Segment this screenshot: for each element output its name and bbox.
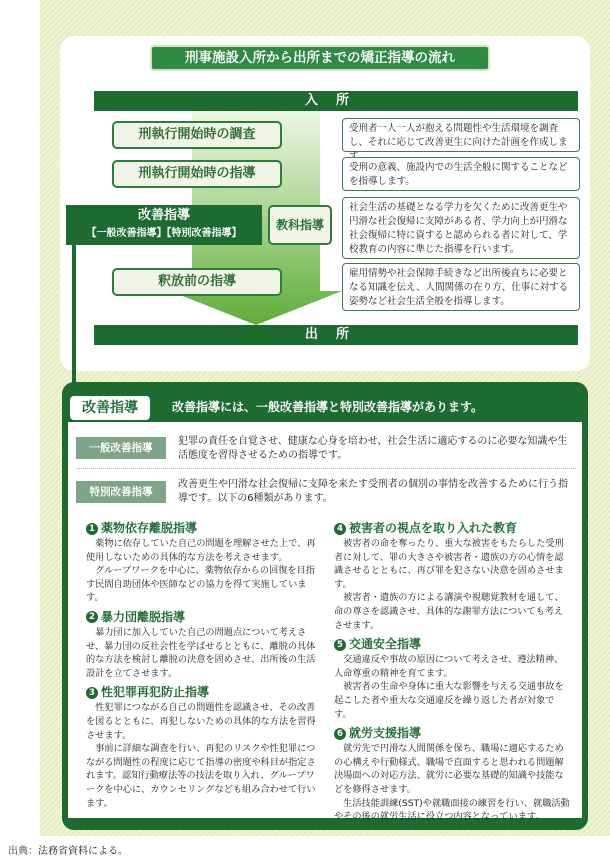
stage-initial-survey: 刑執行開始時の調査	[112, 121, 282, 149]
stage-initial-survey-desc: 受刑者一人一人が抱える問題性や生活環境を調査し、それに応じて改善更生に向けた計画を作成しま	[342, 118, 580, 152]
stage-initial-guidance-desc: 受刑の意義、施設内での生活全般に関することなどを指導します。	[342, 157, 580, 191]
program-drug	[86, 520, 318, 605]
stage-pre-release: 釈放前の指導	[112, 268, 282, 296]
general-guidance-tag: 一般改善指導	[76, 437, 166, 459]
kaizen-section-heading: 改善指導には、一般改善指導と特別改善指導があります。	[172, 400, 484, 414]
special-guidance-desc: 改善更生や円滑な社会復帰に支障を来たす受刑者の個別の事情を改善するために行う指導です。以下の6種類があります。	[178, 479, 568, 504]
banner-release: 出所	[94, 325, 578, 345]
number-badge-icon: 3	[86, 687, 98, 699]
diagram-title: 刑事施設入所から出所までの矯正指導の流れ	[150, 45, 490, 71]
number-badge-icon: 1	[86, 523, 98, 535]
program-title: 被害者の視点を取り入れた教育	[349, 521, 518, 535]
program-gang	[86, 609, 318, 680]
general-guidance-desc: 犯罪の責任を自覚させ、健康な心身を培わせ、社会生活に適応するのに必要な知識や生活態度を習得させるための指導です。	[178, 436, 568, 461]
number-badge-icon: 2	[86, 611, 98, 623]
number-badge-icon: 6	[334, 728, 346, 740]
stage-pre-release-desc: 雇用情勢や社会保障手続きなど出所後直ちに必要となる知識を伝え、人間関係の在り方、仕事に対する姿勢など社会生活全般を指導します。	[342, 263, 580, 311]
banner-admission: 入所	[94, 91, 578, 111]
section-divider	[76, 468, 576, 469]
number-badge-icon: 4	[334, 523, 346, 535]
program-text: 就労先で円滑な人間関係を保ち、職場に適応するための心構えや行動様式、職場で直面すると思われる問題解決場面への対応方法、就労に必要な基礎的知識や技能などを修得させます。 生活技能訓練(SST)や就職面接の練習を行い、就職活動やその後の就労生活に役立つ内容となっています。	[334, 743, 570, 823]
program-title: 薬物依存離脱指導	[101, 521, 198, 535]
kaizen-guidance-label: 改善指導	[137, 208, 190, 223]
program-title: 交通安全指導	[349, 637, 422, 652]
program-text: 被害者の命を奪ったり、重大な被害をもたらした受刑者に対して、罪の大きさや被害者・遺族の方の心情を認識させるとともに、再び罪を犯さない決意を固めさせます。 被害者・遺族の方による講演や視聴覚教材を通して、命の尊さを認識させ、具体的な謝罪方法についても考えさせます。	[334, 538, 564, 631]
education-guidance-box: 教科指導	[268, 205, 332, 245]
program-column-right	[334, 520, 572, 828]
program-column-left	[86, 520, 318, 814]
number-badge-icon: 5	[334, 639, 346, 651]
program-text: 暴力団に加入していた自己の問題点について考えさせ、暴力団の反社会性を学ばせるとともに、離脱の具体的な方法を検討し離脱の決意を固めさせ、出所後の生活設計を立てさせます。	[86, 626, 316, 679]
kaizen-section-tag: 改善指導	[70, 396, 150, 420]
program-employment	[334, 725, 572, 824]
kaizen-guidance-sub: 【一般改善指導】【特別改善指導】	[86, 228, 242, 239]
program-title: 暴力団離脱指導	[101, 609, 186, 624]
program-sex-offense	[86, 684, 318, 810]
program-text: 薬物に依存していた自己の問題を理解させた上で、再使用しないための具体的な方法を考えさせます。 グループワークを中心に、薬物依存からの回復を目指す民間自助団体や医師などの協力を得て実施しています。	[86, 538, 316, 604]
program-title: 就労支援指導	[349, 726, 422, 741]
program-traffic-safety	[334, 636, 572, 721]
kaizen-guidance-box	[66, 205, 262, 245]
program-text: 性犯罪につながる自己の問題性を認識させ、その改善を図るとともに、再犯しないための具体的な方法を習得させます。 事前に詳細な調査を行い、再犯のリスクや性犯罪につながる問題性の程度に応じて指導の密度や科目が指定されます。認知行動療法等の技法を取り入れ、グループワークを中心に、カウンセリングなども組み合わせて行います。	[86, 702, 316, 809]
special-guidance-tag: 特別改善指導	[76, 481, 166, 503]
program-victim-perspective	[334, 520, 572, 632]
program-text: 交通違反や事故の原因について考えさせ、遵法精神、人命尊重の精神を育てます。 被害者の生命や身体に重大な影響を与える交通事故を起こした者や重大な交通違反を繰り返した者が対象です。	[334, 654, 564, 720]
program-title: 性犯罪再犯防止指導	[101, 685, 210, 700]
education-guidance-desc: 社会生活の基礎となる学力を欠くために改善更生や円滑な社会復帰に支障がある者、学力向上が円滑な社会復帰に特に資すると認められる者に対して、学校教育の内容に準じた指導を行います。	[342, 197, 580, 259]
connector-line	[72, 245, 76, 393]
stage-initial-guidance: 刑執行開始時の指導	[112, 160, 282, 188]
source-note: 出典：法務省資料による。	[8, 846, 128, 857]
